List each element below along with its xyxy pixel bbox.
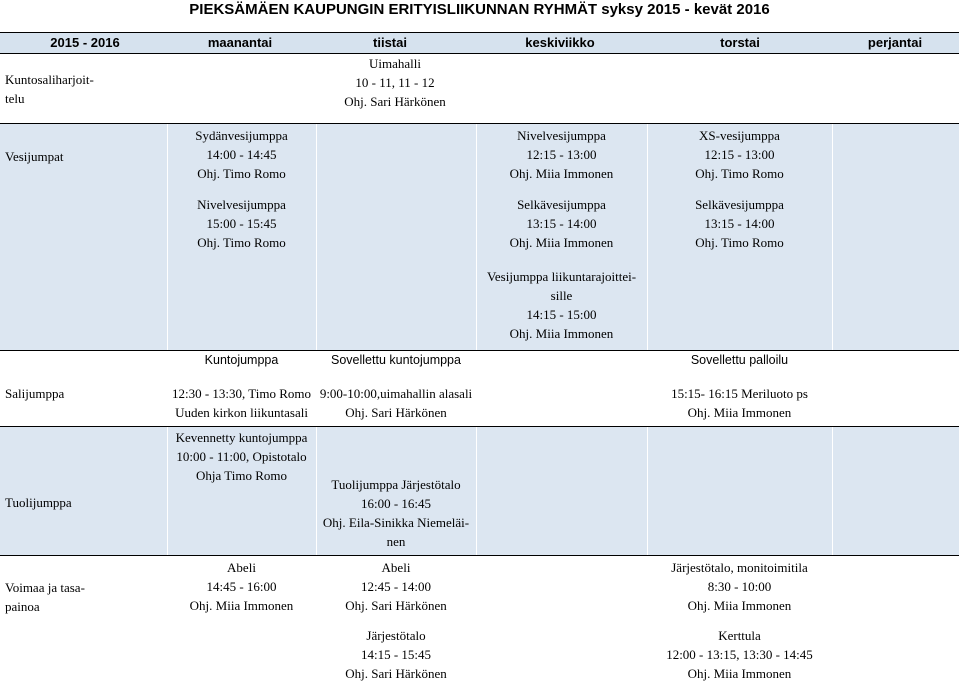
header-row	[0, 32, 959, 54]
sali-thursday: 15:15- 16:15 Meriluoto ps Ohj. Miia Immonen	[671, 386, 808, 420]
section-vesijumpat	[0, 124, 959, 351]
header-wednesday: keskiviikko	[525, 35, 595, 50]
sali-tuesday: 9:00-10:00,uimahallin alasali Ohj. Sari Härkönen	[319, 386, 473, 420]
vesi-thursday-2: Selkävesijumppa 13:15 - 14:00 Ohj. Timo Romo	[695, 197, 784, 250]
vesi-thursday-1: XS-vesijumppa 12:15 - 13:00 Ohj. Timo Romo	[695, 128, 784, 181]
section-kuntosali	[0, 54, 959, 124]
voimaa-tuesday-1: Abeli 12:45 - 14:00 Ohj. Sari Härkönen	[345, 560, 447, 613]
header-monday: maanantai	[207, 35, 273, 50]
section-label-tuolijumppa: Tuolijumppa	[5, 495, 72, 510]
tuoli-monday: Kevennetty kuntojumppa 10:00 - 11:00, Opistotalo Ohja Timo Romo	[175, 430, 308, 483]
vesi-monday-2: Nivelvesijumppa 15:00 - 15:45 Ohj. Timo Romo	[197, 197, 286, 250]
header-year: 2015 - 2016	[50, 35, 120, 50]
vesi-wednesday-1: Nivelvesijumppa 12:15 - 13:00 Ohj. Miia Immonen	[509, 128, 614, 181]
voimaa-thursday-1: Järjestötalo, monitoimitila 8:30 - 10:00 Ohj. Miia Immonen	[671, 560, 808, 613]
header-tuesday: tiistai	[373, 35, 407, 50]
vesi-wednesday-2: Selkävesijumppa 13:15 - 14:00 Ohj. Miia Immonen	[509, 197, 614, 250]
tuoli-tuesday: Tuolijumppa Järjestötalo 16:00 - 16:45 Ohj. Eila-Sinikka Niemeläi- nen	[322, 477, 470, 549]
page-title: PIEKSÄMÄEN KAUPUNGIN ERITYISLIIKUNNAN RYHMÄT syksy 2015 - kevät 2016	[189, 1, 770, 18]
section-salijumppa	[0, 351, 959, 427]
sali-tuesday-title: Sovellettu kuntojumppa	[331, 353, 461, 367]
kuntosali-tuesday: Uimahalli 10 - 11, 11 - 12 Ohj. Sari Härkönen	[344, 56, 446, 109]
section-label-vesijumpat: Vesijumpat	[5, 149, 64, 164]
voimaa-thursday-2: Kerttula 12:00 - 13:15, 13:30 - 14:45 Ohj. Miia Immonen	[666, 628, 813, 681]
section-voimaa	[0, 556, 959, 680]
sali-thursday-title: Sovellettu palloilu	[690, 353, 789, 367]
section-label-salijumppa: Salijumppa	[5, 386, 65, 401]
voimaa-monday: Abeli 14:45 - 16:00 Ohj. Miia Immonen	[189, 560, 294, 613]
section-tuolijumppa	[0, 427, 959, 556]
sali-monday-title: Kuntojumppa	[204, 353, 279, 367]
sali-monday: 12:30 - 13:30, Timo Romo Uuden kirkon liikuntasali	[171, 386, 312, 420]
section-label-voimaa: Voimaa ja tasa- painoa	[5, 580, 85, 614]
voimaa-tuesday-2: Järjestötalo 14:15 - 15:45 Ohj. Sari Härkönen	[345, 628, 447, 681]
vesi-wednesday-3: Vesijumppa liikuntarajoittei- sille 14:15 - 15:00 Ohj. Miia Immonen	[486, 269, 637, 341]
section-label-kuntosali: Kuntosaliharjoit- telu	[5, 72, 94, 106]
header-thursday: torstai	[720, 35, 760, 50]
vesi-monday-1: Sydänvesijumppa 14:00 - 14:45 Ohj. Timo Romo	[195, 128, 288, 181]
header-friday: perjantai	[867, 35, 923, 50]
